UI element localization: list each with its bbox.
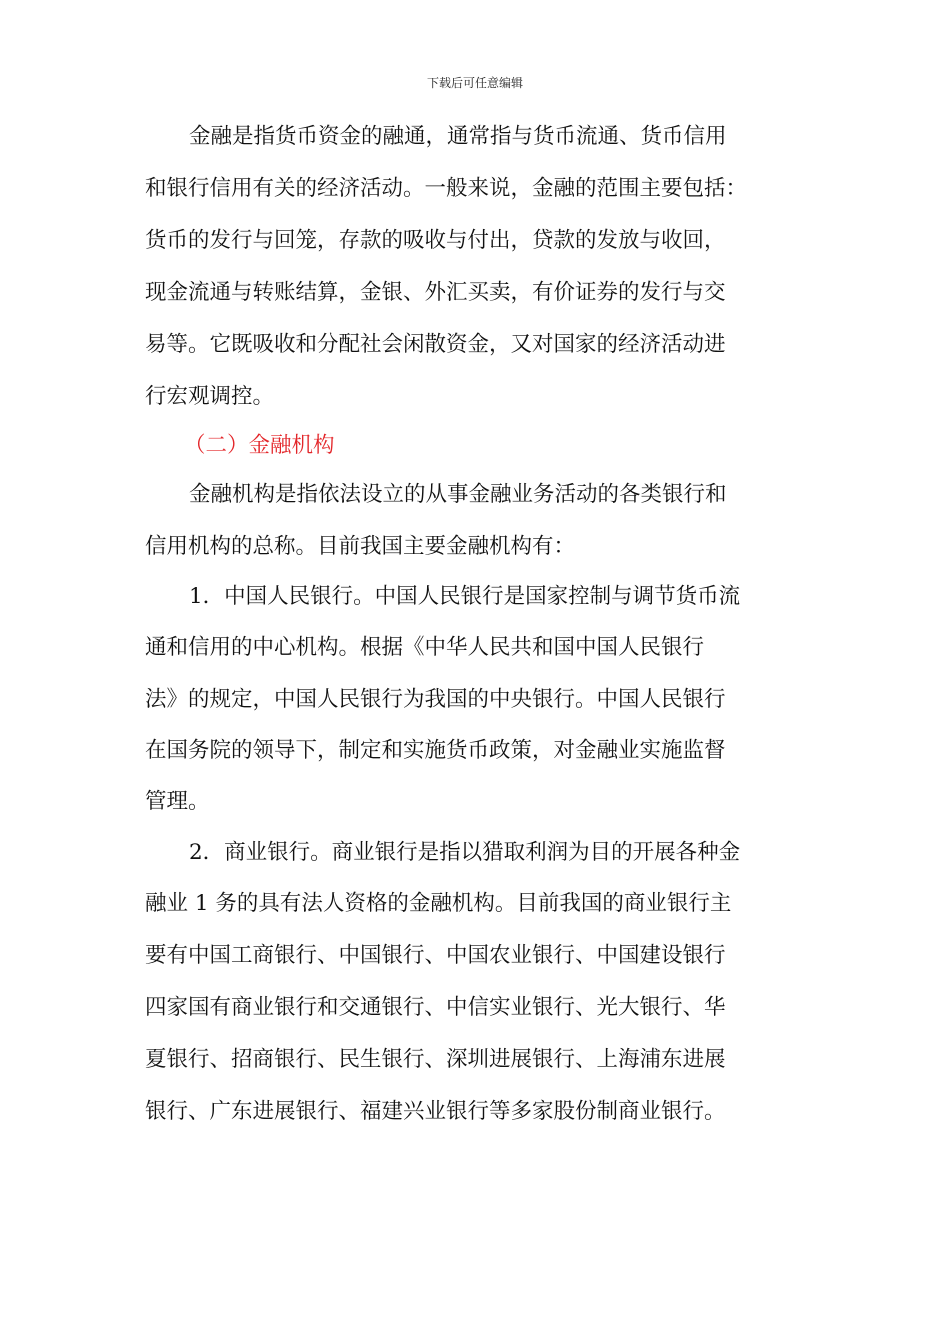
- paragraph-line: 和银行信用有关的经济活动。一般来说，金融的范围主要包括：: [145, 176, 748, 201]
- paragraph-line: 货币的发行与回笼，存款的吸收与付出，贷款的发放与收回，: [145, 228, 726, 253]
- paragraph-line: 金融是指货币资金的融通，通常指与货币流通、货币信用: [189, 124, 727, 149]
- list-item-line: 要有中国工商银行、中国银行、中国农业银行、中国建设银行: [145, 943, 726, 968]
- list-item-line: 在国务院的领导下，制定和实施货币政策，对金融业实施监督: [145, 738, 726, 763]
- list-item-line: 通和信用的中心机构。根据《中华人民共和国中国人民银行: [145, 635, 705, 660]
- page-header: 下载后可任意编辑: [426, 76, 523, 90]
- list-item-line: 四家国有商业银行和交通银行、中信实业银行、光大银行、华: [145, 995, 726, 1020]
- list-item-line: 2．商业银行。商业银行是指以猎取利润为目的开展各种金: [189, 840, 741, 865]
- list-item-line: 法》的规定，中国人民银行为我国的中央银行。中国人民银行: [145, 687, 726, 712]
- paragraph-line: 信用机构的总称。目前我国主要金融机构有：: [145, 534, 576, 559]
- paragraph-line: 金融机构是指依法设立的从事金融业务活动的各类银行和: [189, 482, 727, 507]
- paragraph-line: 行宏观调控。: [145, 384, 275, 409]
- list-item-line: 融业 1 务的具有法人资格的金融机构。目前我国的商业银行主: [145, 891, 732, 916]
- list-item-line: 管理。: [145, 789, 210, 814]
- list-item-line: 银行、广东进展银行、福建兴业银行等多家股份制商业银行。: [145, 1099, 726, 1124]
- list-item-line: 1．中国人民银行。中国人民银行是国家控制与调节货币流: [189, 584, 741, 609]
- section-heading: （二）金融机构: [184, 433, 335, 458]
- paragraph-line: 易等。它既吸收和分配社会闲散资金，又对国家的经济活动进: [145, 332, 726, 357]
- paragraph-line: 现金流通与转账结算，金银、外汇买卖，有价证券的发行与交: [145, 280, 726, 305]
- list-item-line: 夏银行、招商银行、民生银行、深圳进展银行、上海浦东进展: [145, 1047, 726, 1072]
